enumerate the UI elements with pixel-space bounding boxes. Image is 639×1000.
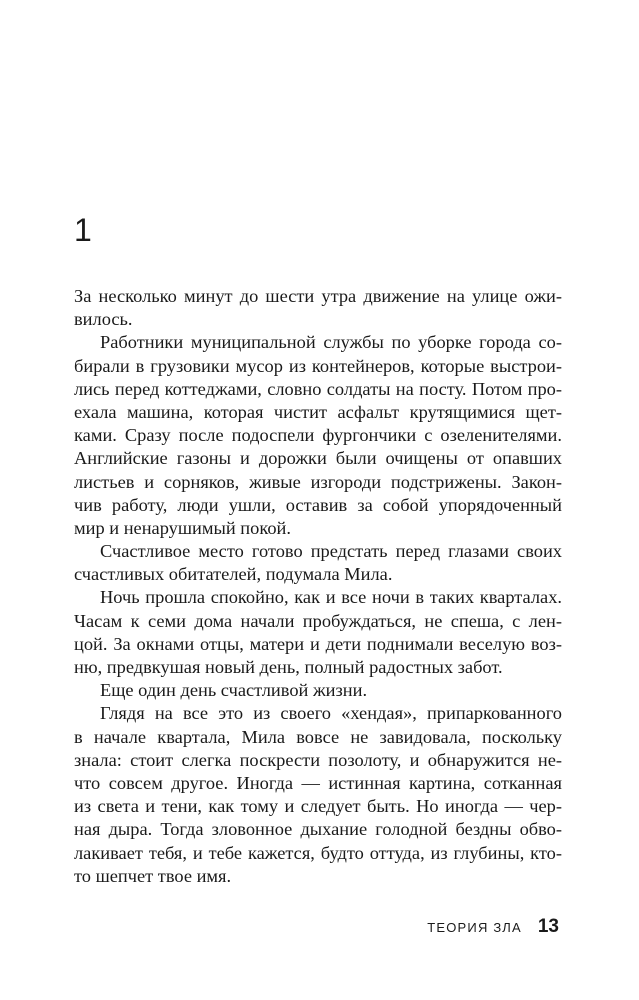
text-line: мир и ненарушимый покой.	[74, 517, 291, 538]
running-title: ТЕОРИЯ ЗЛА	[427, 920, 522, 935]
text-line: ню, предвкушая новый день, полный радостных забот.	[74, 657, 503, 677]
chapter-number: 1	[74, 212, 92, 248]
text-line: листьев и сорняков, живые изгороди подстрижены. Закон-	[74, 471, 562, 492]
text-line: лакивает тебя, и тебе кажется, будто оттуда, из глубины, кто-	[74, 842, 562, 863]
text-line: ная дыра. Тогда зловонное дыхание голодной бездны обво-	[74, 819, 562, 840]
page-number: 13	[537, 916, 559, 937]
text-line: Работники муниципальной службы по уборке города со-	[100, 332, 562, 353]
body-text	[74, 285, 562, 888]
text-line: Часам к семи дома начали пробуждаться, не спеша, с лен-	[74, 610, 562, 631]
text-line: Ночь прошла спокойно, как и все ночи в таких кварталах.	[100, 587, 562, 608]
text-line: Счастливое место готово предстать перед глазами своих	[100, 541, 562, 562]
text-line: Английские газоны и дорожки были очищены от опавших	[74, 448, 562, 469]
text-line: из света и тени, как тому и следует быть. Но иногда — чер-	[74, 796, 562, 817]
text-line: что совсем другое. Иногда — истинная картина, сотканная	[74, 772, 562, 793]
page-footer	[427, 916, 559, 938]
text-line: цой. За окнами отцы, матери и дети поднимали веселую воз-	[74, 633, 562, 654]
text-line: счастливых обитателей, подумала Мила.	[74, 564, 393, 585]
text-line: бирали в грузовики мусор из контейнеров, которые выстрои-	[74, 355, 562, 376]
text-line: ками. Сразу после подоспели фургончики с озеленителями.	[74, 425, 562, 446]
text-line: в начале квартала, Мила вовсе не завидовала, поскольку	[74, 726, 562, 747]
text-line: знала: стоит слегка поскрести позолоту, и обнаружится не-	[74, 749, 562, 770]
text-line: Еще один день счастливой жизни.	[100, 680, 368, 701]
text-line: то шепчет твое имя.	[74, 865, 232, 886]
text-line: ехала машина, которая чистит асфальт крутящимися щет-	[74, 401, 562, 422]
text-line: За несколько минут до шести утра движение на улице ожи-	[74, 286, 562, 306]
text-line: чив работу, люди ушли, оставив за собой упорядоченный	[74, 494, 562, 515]
text-line: вилось.	[74, 309, 133, 330]
text-line: лись перед коттеджами, словно солдаты на посту. Потом про-	[74, 378, 562, 399]
text-line: Глядя на все это из своего «хендая», припаркованного	[100, 703, 562, 724]
